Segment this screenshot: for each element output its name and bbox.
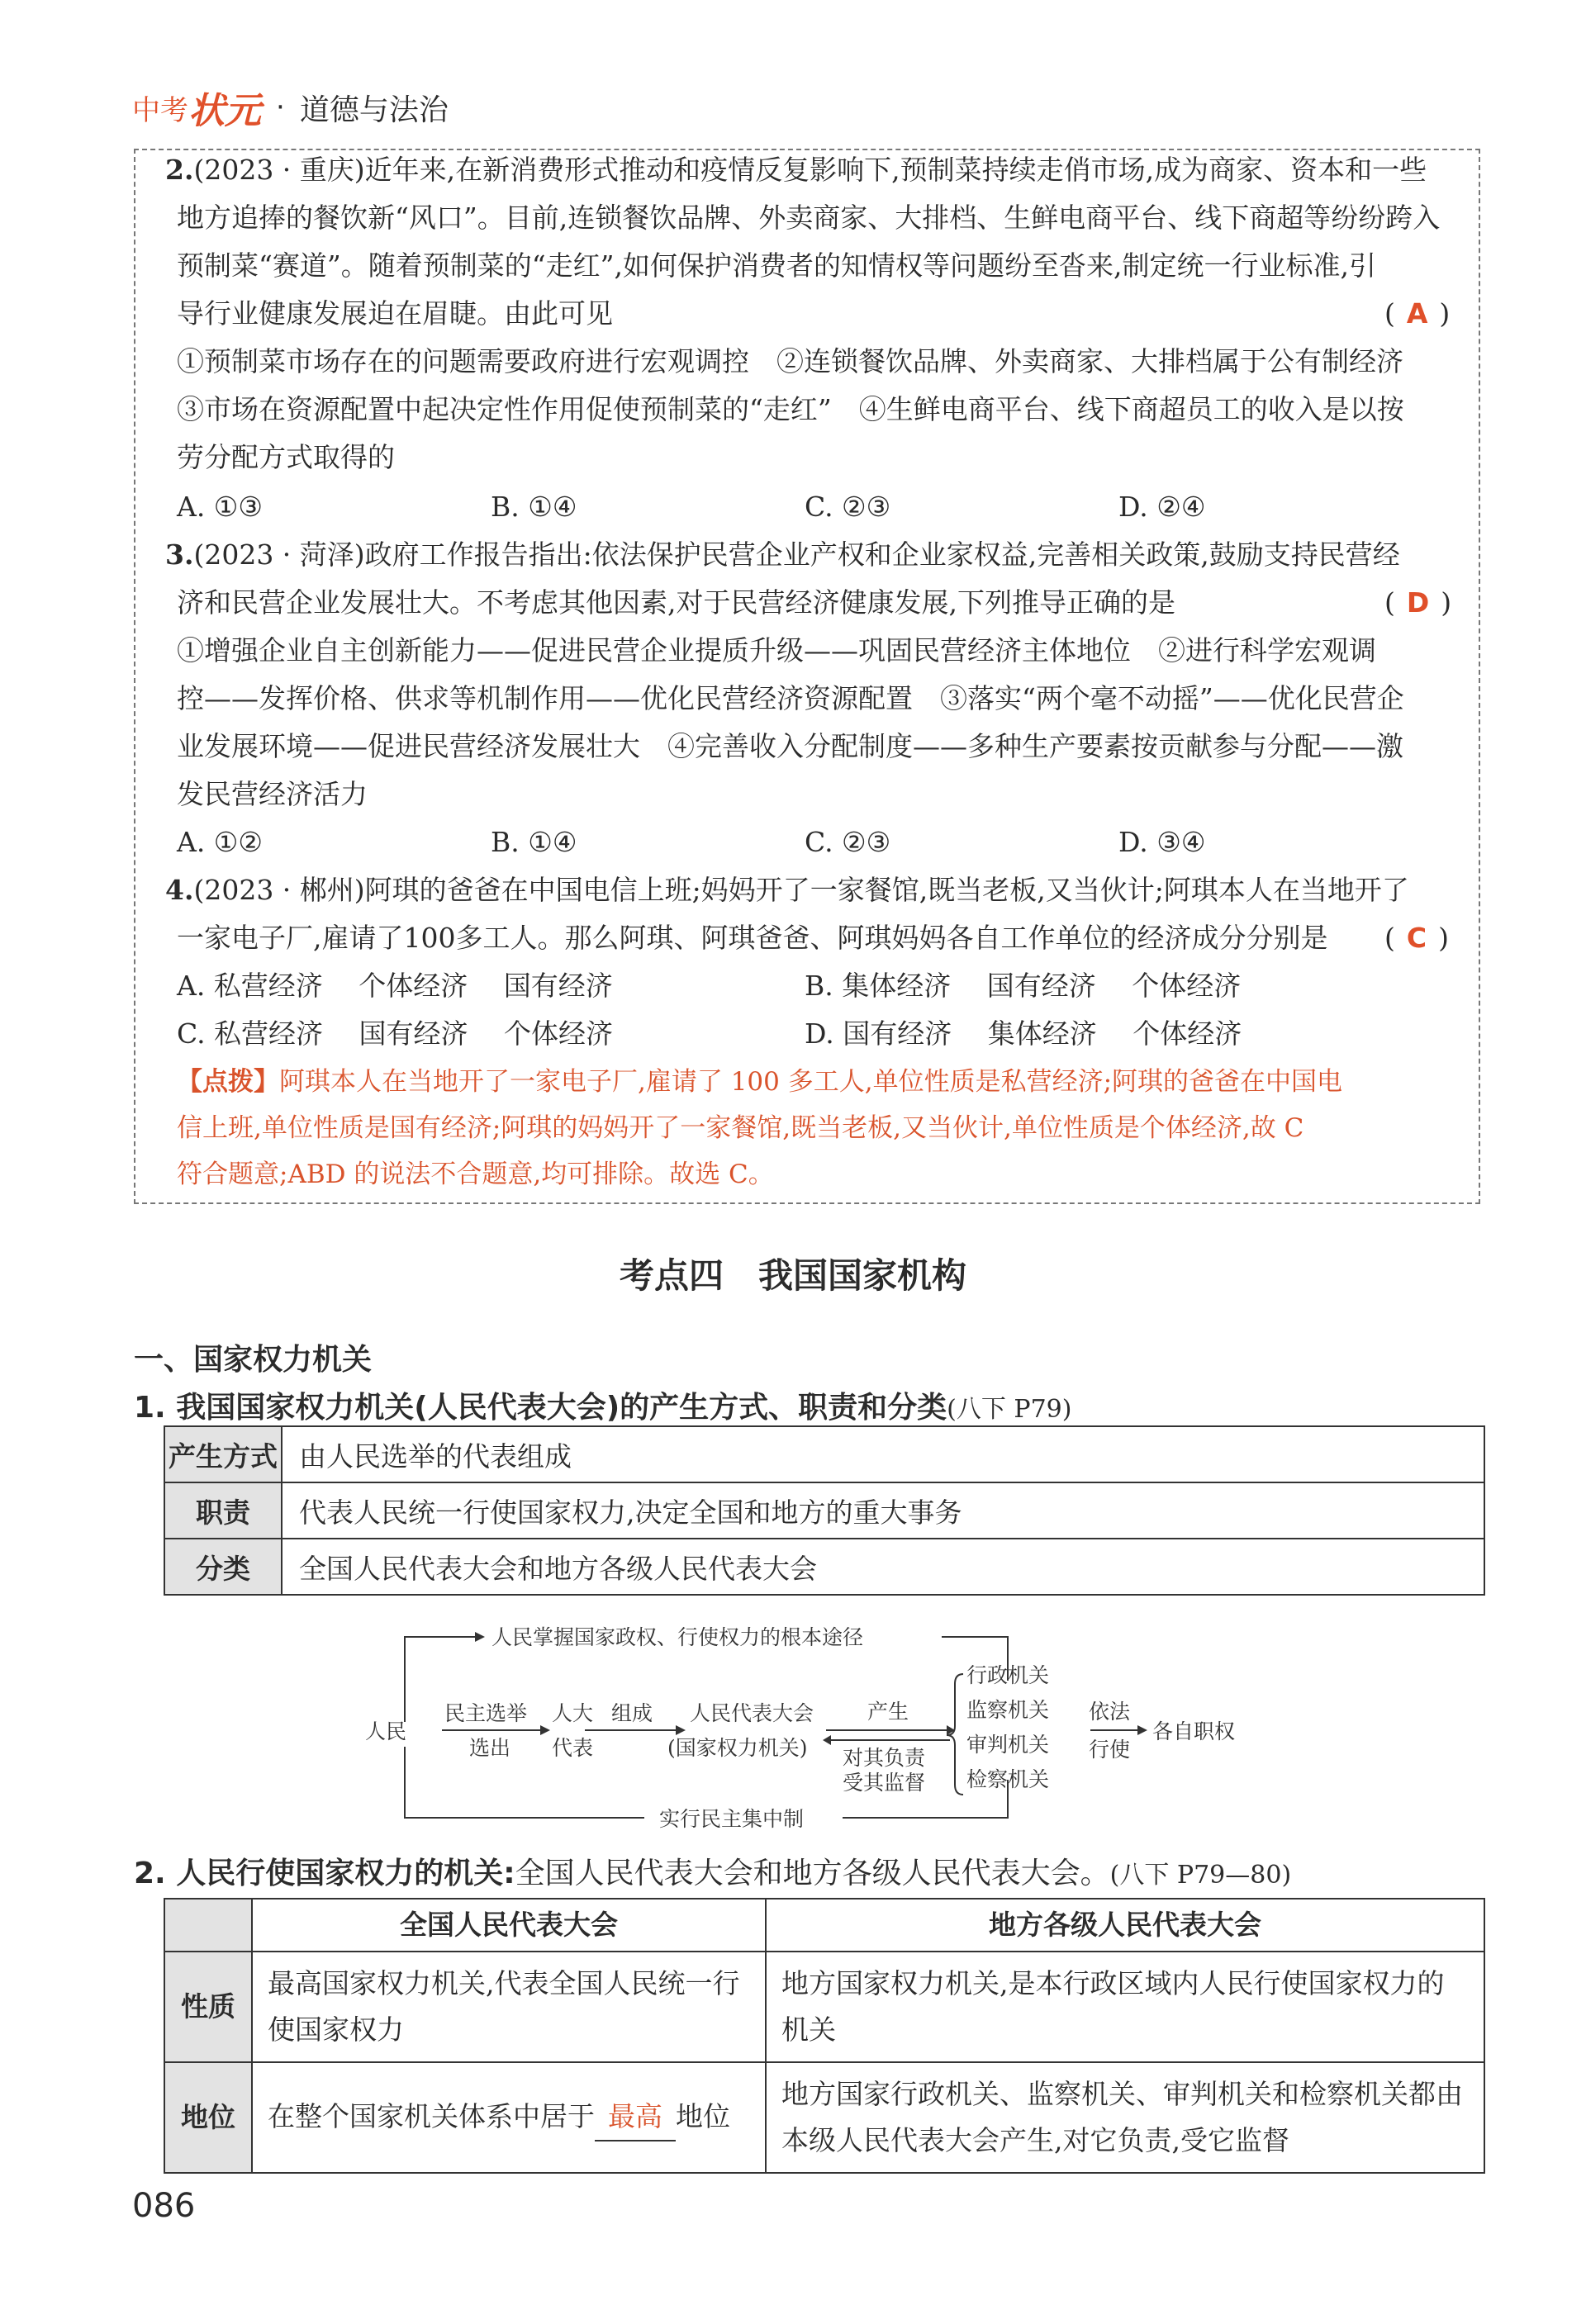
question-number: 2. — [165, 154, 194, 186]
row-label: 地位 — [164, 2062, 252, 2173]
choice-item: ①增强企业自主创新能力——促进民营企业提质升级——巩固民营经济主体地位 ②进行科学宏观调 — [177, 634, 1376, 666]
arrow-head — [676, 1725, 686, 1735]
page-number: 086 — [132, 2187, 196, 2225]
brand-logo: 状元 — [188, 90, 261, 132]
column-header: 全国人民代表大会 — [252, 1899, 766, 1952]
top-label: 人民掌握国家政权、行使权力的根本途径 — [491, 1625, 864, 1649]
responsibility-label: 对其负责 — [843, 1746, 926, 1770]
column-header: 地方各级人民代表大会 — [766, 1899, 1484, 1952]
question-text: 济和民营企业发展壮大。不考虑其他因素,对于民营经济健康发展,下列推导正确的是 — [177, 586, 1175, 619]
result-label: 各自职权 — [1152, 1719, 1236, 1743]
option-c: C. ②③ — [805, 826, 891, 858]
choice-item: 业发展环境——促进民营经济发展壮大 ④完善收入分配制度——多种生产要素按贡献参与分配——激 — [177, 730, 1403, 762]
item1-title: 1. 我国国家权力机关(人民代表大会)的产生方式、职责和分类 — [134, 1391, 947, 1425]
law-label: 行使 — [1089, 1738, 1131, 1762]
row-label: 分类 — [164, 1539, 282, 1595]
option-a: A. ①③ — [177, 491, 263, 523]
header-separator: · — [276, 91, 285, 124]
row-value: 全国人民代表大会和地方各级人民代表大会 — [282, 1539, 1484, 1595]
subject-title: 道德与法治 — [299, 92, 449, 127]
item2-heading — [134, 1850, 1291, 1892]
cell-national: 最高国家权力机关,代表全国人民统一行使国家权力 — [252, 1952, 766, 2062]
answer-value: D — [1406, 586, 1430, 619]
npc-table — [164, 1425, 1485, 1596]
answer-value: C — [1406, 922, 1427, 954]
option-b: B. 集体经济 国有经济 个体经济 — [805, 970, 1242, 1002]
hint-text: 信上班,单位性质是国有经济;阿琪的妈妈开了一家餐馆,既当老板,又当伙计,单位性质是个体经济,故 C — [177, 1113, 1304, 1143]
cell-text: 地位 — [676, 2100, 730, 2132]
row-value: 代表人民统一行使国家权力,决定全国和地方的重大事务 — [282, 1482, 1484, 1539]
cell-local: 地方国家权力机关,是本行政区域内人民行使国家权力的机关 — [766, 1952, 1484, 2062]
rep-label: 人大 — [552, 1701, 594, 1725]
arrow-head — [475, 1632, 485, 1642]
choice-item: 劳分配方式取得的 — [177, 441, 395, 473]
npc-label: 人民代表大会 — [690, 1701, 814, 1725]
cell-text: 在整个国家机关体系中居于 — [268, 2100, 595, 2132]
option-d: D. ③④ — [1118, 826, 1206, 858]
question-2-line — [165, 154, 1427, 187]
arrow-head — [1137, 1725, 1147, 1735]
organ-label: 监察机关 — [966, 1698, 1050, 1722]
produce-label: 产生 — [867, 1700, 909, 1724]
item2-ref: (八下 P79—80) — [1109, 1861, 1292, 1890]
cell-local: 地方国家行政机关、监察机关、审判机关和检察机关都由本级人民代表大会产生,对它负责,受它监督 — [766, 2062, 1484, 2173]
elect-label: 民主选举 — [444, 1701, 528, 1725]
question-number: 4. — [165, 874, 194, 906]
answer-bracket: ( D ) — [1384, 586, 1452, 619]
question-4-line — [165, 874, 1409, 907]
hint-text: 阿琪本人在当地开了一家电子厂,雇请了 100 多工人,单位性质是私营经济;阿琪的爸爸在中国电 — [279, 1067, 1343, 1097]
brand-label: 中考 — [132, 93, 188, 127]
table-row — [164, 2062, 1484, 2173]
answer-value: A — [1406, 297, 1428, 330]
question-source: (2023 · 菏泽) — [193, 538, 365, 571]
corner-cell — [164, 1899, 252, 1952]
row-label: 职责 — [164, 1482, 282, 1539]
option-d: D. ②④ — [1118, 491, 1206, 523]
option-a: A. ①② — [177, 826, 263, 858]
power-flow-diagram — [363, 1615, 1272, 1838]
hint-text: 符合题意;ABD 的说法不合题意,均可排除。故选 C。 — [177, 1160, 774, 1189]
page-header — [132, 83, 449, 132]
answer-bracket: ( C ) — [1384, 922, 1449, 954]
subsection-heading: 一、国家权力机关 — [134, 1343, 373, 1377]
organ-label: 审判机关 — [966, 1733, 1050, 1757]
item1-heading — [134, 1384, 1071, 1426]
item2-text: 全国人民代表大会和地方各级人民代表大会。 — [515, 1857, 1110, 1890]
law-label: 依法 — [1089, 1700, 1131, 1724]
hint-tag: 【点拨】 — [177, 1067, 279, 1097]
question-source: (2023 · 郴州) — [193, 874, 365, 906]
option-b: B. ①④ — [491, 826, 577, 858]
answer-bracket: ( A ) — [1384, 297, 1451, 330]
bottom-label: 实行民主集中制 — [659, 1807, 805, 1831]
bottom-loop-line — [405, 1747, 644, 1818]
table-row — [164, 1952, 1484, 2062]
choice-item: 控——发挥价格、供求等机制作用——优化民营经济资源配置 ③落实“两个毫不动摇”——优化民营企 — [177, 682, 1404, 714]
table-header-row — [164, 1899, 1484, 1952]
organ-label: 检察机关 — [966, 1767, 1050, 1791]
item2-title: 2. 人民行使国家权力的机关: — [134, 1857, 515, 1890]
arrow-head — [823, 1735, 831, 1745]
option-c: C. ②③ — [805, 491, 891, 523]
people-label: 人民 — [365, 1719, 407, 1743]
hint-line — [177, 1065, 1342, 1098]
question-text: 阿琪的爸爸在中国电信上班;妈妈开了一家餐馆,既当老板,又当伙计;阿琪本人在当地开了 — [364, 874, 1409, 906]
question-text: 近年来,在新消费形式推动和疫情反复影响下,预制菜持续走俏市场,成为商家、资本和一些 — [364, 154, 1427, 186]
question-source: (2023 · 重庆) — [193, 154, 365, 186]
question-3-line — [165, 538, 1400, 572]
choice-item: ①预制菜市场存在的问题需要政府进行宏观调控 ②连锁餐饮品牌、外卖商家、大排档属于公有制经济 — [177, 345, 1403, 377]
table-row — [164, 1482, 1484, 1539]
organ-label: 行政机关 — [966, 1663, 1050, 1687]
cell-national — [252, 2062, 766, 2173]
supervision-label: 受其监督 — [843, 1771, 926, 1795]
form-label: 组成 — [611, 1701, 653, 1725]
npc-comparison-table — [164, 1898, 1485, 2174]
question-text: 预制菜“赛道”。随着预制菜的“走红”,如何保护消费者的知情权等问题纷至沓来,制定统一行业标准,引 — [177, 249, 1376, 282]
table-row — [164, 1539, 1484, 1595]
row-value: 由人民选举的代表组成 — [282, 1426, 1484, 1482]
option-c: C. 私营经济 国有经济 个体经济 — [177, 1017, 614, 1050]
arrow-head — [540, 1725, 550, 1735]
option-a: A. 私营经济 个体经济 国有经济 — [177, 970, 613, 1002]
question-text: 地方追捧的餐饮新“风口”。目前,连锁餐饮品牌、外卖商家、大排档、生鲜电商平台、线下商超等纷纷跨入 — [177, 202, 1441, 234]
section-title: 考点四 我国国家机构 — [619, 1255, 966, 1296]
elect-label: 选出 — [469, 1736, 511, 1760]
question-text: 政府工作报告指出:依法保护民营企业产权和企业家权益,完善相关政策,鼓励支持民营经 — [364, 538, 1400, 571]
question-text: 一家电子厂,雇请了100多工人。那么阿琪、阿琪爸爸、阿琪妈妈各自工作单位的经济成分分别是 — [177, 922, 1328, 954]
question-number: 3. — [165, 538, 194, 571]
question-text: 导行业健康发展迫在眉睫。由此可见 — [177, 297, 613, 330]
npc-sub-label: (国家权力机关) — [667, 1736, 808, 1760]
table-row — [164, 1426, 1484, 1482]
organs-brace — [947, 1674, 963, 1795]
option-d: D. 国有经济 集体经济 个体经济 — [805, 1017, 1242, 1050]
row-label: 产生方式 — [164, 1426, 282, 1482]
item1-ref: (八下 P79) — [947, 1395, 1072, 1424]
rep-label: 代表 — [552, 1736, 594, 1760]
choice-item: ③市场在资源配置中起决定性作用促使预制菜的“走红” ④生鲜电商平台、线下商超员工的收入是以按 — [177, 393, 1404, 425]
choice-item: 发民营经济活力 — [177, 778, 368, 810]
row-label: 性质 — [164, 1952, 252, 2062]
fill-blank: 最高 — [595, 2094, 676, 2141]
option-b: B. ①④ — [491, 491, 577, 523]
